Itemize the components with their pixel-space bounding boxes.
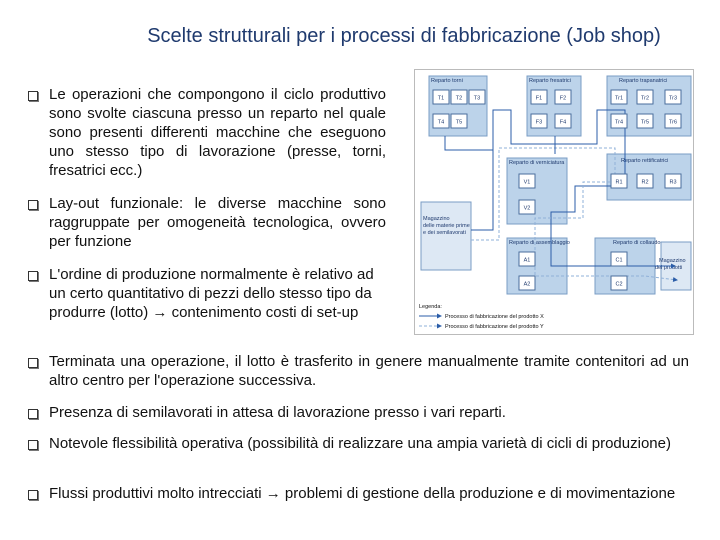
magazzino-prodotti-line: dei prodotti [655, 265, 683, 271]
machine-label: A2 [523, 281, 531, 288]
machine-label: Tr3 [668, 95, 678, 102]
machine-label: Tr2 [640, 95, 650, 102]
bullet-square-icon [28, 271, 38, 281]
bullet-text: Le operazioni che compongono il ciclo produttivo sono svolte ciascuna presso un reparto nel quale sono presenti differenti macchine che eseguono uno stesso tipo di lavorazione (presse, torni, fresatrici ecc.) [49, 86, 386, 179]
bullet-square-icon [28, 440, 38, 450]
machine-label: Tr5 [640, 119, 650, 126]
bullet-square-icon [28, 91, 38, 101]
arrow-icon: → [152, 304, 168, 321]
bullet-text-post: contenimento costi di set-up [171, 304, 359, 321]
bullet-text: Presenza di semilavorati in attesa di lavorazione presso i vari reparti. [49, 404, 506, 421]
reparto-verniciatura-label: Reparto di verniciatura [509, 160, 565, 166]
machine-label: R3 [669, 179, 677, 186]
reparto-trapanatrici-label: Reparto trapanatrici [619, 78, 668, 84]
bullet-item [28, 403, 689, 422]
reparto-verniciatura-area [507, 158, 567, 224]
bullet-text-pre: L'ordine di produzione normalmente è relativo ad un certo quantitativo di pezzi dello stesso tipo da produrre (lotto) [49, 266, 374, 321]
machine-label: R2 [641, 179, 649, 186]
bullet-item [28, 85, 386, 180]
bullet-square-icon [28, 358, 38, 368]
reparto-assemblaggio-label: Reparto di assemblaggio [509, 240, 570, 246]
reparto-collaudo-label: Reparto di collaudo [613, 240, 661, 246]
machine-label: T3 [473, 95, 481, 102]
machine-label: F4 [559, 119, 567, 126]
machine-label: C1 [615, 257, 623, 264]
bullet-square-icon [28, 490, 38, 500]
machine-label: R1 [615, 179, 623, 186]
reparto-fresatrici-label: Reparto fresatrici [529, 78, 571, 84]
magazzino-prodotti-line: Magazzino [659, 258, 686, 264]
machine-label: V2 [523, 205, 531, 212]
bullet-item [28, 194, 386, 251]
job-shop-layout-diagram [414, 69, 694, 335]
machine-label: F3 [535, 119, 543, 126]
machine-label: T2 [455, 95, 463, 102]
machine-label: F2 [559, 95, 567, 102]
bullet-text [49, 265, 386, 322]
bullet-item [28, 352, 689, 390]
machine-label: T5 [455, 119, 463, 126]
arrow-icon: → [265, 485, 281, 502]
bullet-item [28, 265, 386, 322]
bullet-square-icon [28, 409, 38, 419]
machine-label: Tr6 [668, 119, 678, 126]
machine-label: T1 [437, 95, 445, 102]
reparto-rettificatrici-label: Reparto rettificatrici [621, 158, 669, 164]
machine-label: C2 [615, 281, 623, 288]
machine-label: F1 [535, 95, 543, 102]
bullet-item [28, 484, 689, 503]
bullet-text: Notevole flessibilità operativa (possibilità di realizzare una ampia varietà di cicli di produzione) [49, 435, 671, 452]
bullet-item [28, 434, 689, 453]
legend-text-x: Processo di fabbricazione del prodotto X [445, 314, 544, 320]
page-title: Scelte strutturali per i processi di fabbricazione (Job shop) [147, 25, 661, 47]
legend-text-y: Processo di fabbricazione del prodotto Y [445, 324, 544, 330]
machine-label: Tr4 [614, 119, 624, 126]
magazzino-mp-line: delle materie prime [423, 223, 470, 229]
magazzino-mp-area [421, 202, 471, 270]
machine-label: V1 [523, 179, 531, 186]
flow-connector [445, 136, 493, 150]
magazzino-mp-line: Magazzino [423, 216, 450, 222]
magazzino-mp-line: e dei semilavorati [423, 230, 466, 236]
machine-label: T4 [437, 119, 445, 126]
bullet-text [49, 484, 689, 503]
bullet-text-pre: Flussi produttivi molto intrecciati [49, 485, 262, 502]
bullet-square-icon [28, 200, 38, 210]
legend-title: Legenda: [419, 304, 442, 310]
bullet-text: Terminata una operazione, il lotto è trasferito in genere manualmente tramite contenitori ad un altro centro per l'operazione successiva. [49, 353, 689, 389]
bullet-text: Lay-out funzionale: le diverse macchine sono raggruppate per omogeneità tecnologica, ovvero per funzione [49, 195, 386, 250]
machine-label: Tr1 [614, 95, 624, 102]
machine-label: A1 [523, 257, 531, 264]
bullet-text-post: problemi di gestione della produzione e di movimentazione [284, 485, 676, 502]
reparto-torni-label: Reparto torni [431, 78, 463, 84]
